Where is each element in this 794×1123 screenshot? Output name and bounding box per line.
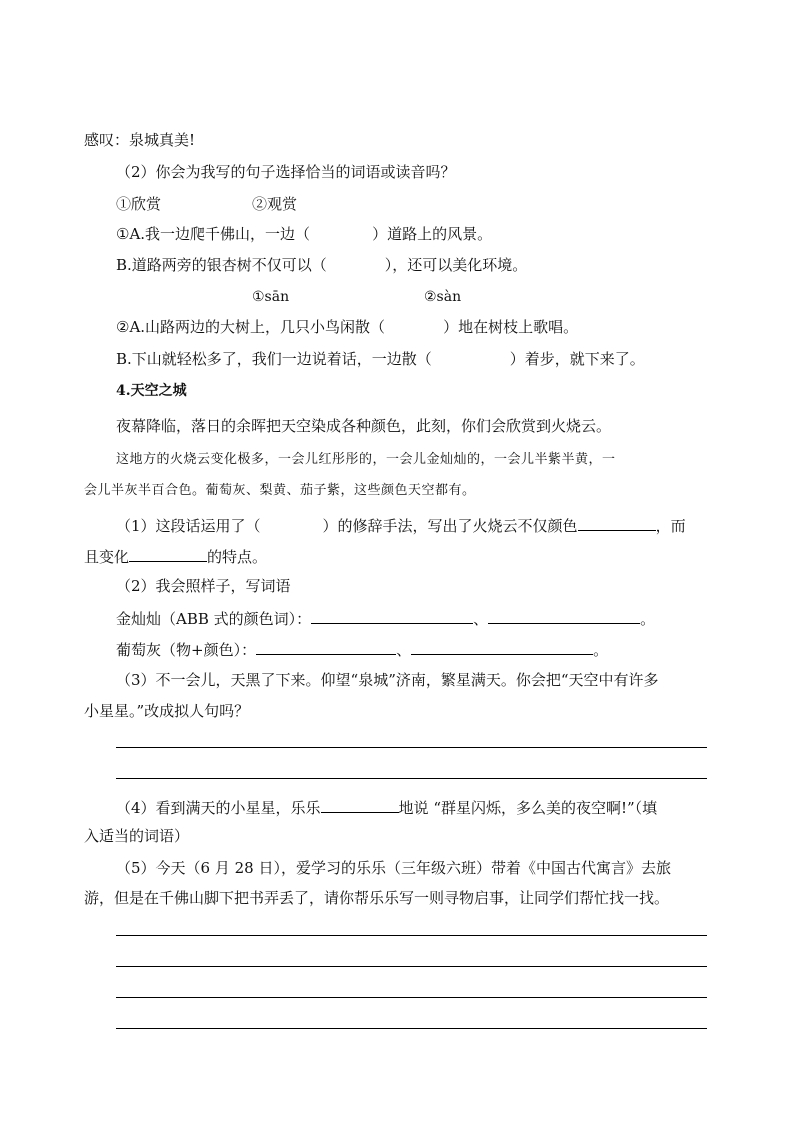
q1-middle: ）的修辞手法，写出了火烧云不仅颜色	[322, 517, 578, 535]
intro-line: 感叹：泉城真美!	[84, 131, 196, 149]
question-2b-title: （2）我会照样子，写词语	[116, 577, 291, 595]
word-row-2-end: 。	[593, 641, 609, 659]
question-3-line-1: （3）不一会儿，天黑了下来。仰望“泉城”济南，繁星满天。你会把“天空中有许多	[116, 671, 659, 689]
question-3-line-2: 小星星。”改成拟人句吗？	[84, 702, 250, 720]
question-5-line-2: 游，但是在千佛山脚下把书弄丢了，请你帮乐乐写一则寻物启事，让同学们帮忙找一找。	[84, 889, 670, 907]
sentence-2b-suffix: ）着步，就下来了。	[509, 350, 645, 368]
q1-end: ，而	[655, 517, 686, 535]
q4-prefix: （4）看到满天的小星星，乐乐	[116, 799, 321, 817]
pinyin-option-1: ①sān	[252, 289, 290, 305]
passage-quote-line-2: 会儿半灰半百合色。葡萄灰、梨黄、茄子紫，这些颜色天空都有。	[84, 483, 476, 498]
word-row-1-end: 。	[640, 610, 656, 628]
q1-blank-change[interactable]	[129, 545, 207, 562]
passage-line-1: 夜幕降临，落日的余晖把天空染成各种颜色，此刻，你们会欣赏到火烧云。	[116, 417, 612, 435]
sentence-2a-suffix: ）地在树枝上歌唱。	[443, 318, 579, 336]
option-2: ②观赏	[252, 195, 298, 213]
q2-title: （2）你会为我写的句子选择恰当的词语或读音吗？	[116, 163, 456, 181]
answer-line-q5-4[interactable]	[116, 1028, 707, 1029]
answer-line-q5-1[interactable]	[116, 935, 707, 936]
answer-line-q3-2[interactable]	[116, 778, 707, 779]
question-4-line-1	[116, 796, 657, 818]
sentence-1a-suffix: ）道路上的风景。	[372, 225, 493, 243]
sentence-1a	[116, 224, 492, 244]
q1-line2-suffix: 的特点。	[207, 548, 268, 566]
word-row-1-blank-2[interactable]	[488, 607, 640, 624]
word-row-2-blank-1[interactable]	[256, 638, 396, 655]
q4-blank[interactable]	[321, 796, 399, 813]
sentence-2a	[116, 317, 578, 337]
word-row-2-blank-2[interactable]	[411, 638, 593, 655]
question-1-line-1	[116, 514, 686, 536]
q1-prefix: （1）这段话运用了（	[116, 517, 261, 535]
word-row-1-separator: 、	[473, 610, 489, 628]
sentence-1b	[116, 255, 527, 275]
sentence-2a-prefix: ②A.山路两边的大树上，几只小鸟闲散（	[116, 318, 386, 336]
answer-line-q5-3[interactable]	[116, 997, 707, 998]
sentence-2b	[116, 349, 645, 369]
q4-suffix: 地说 “群星闪烁，多么美的夜空啊!”（填	[398, 799, 658, 817]
word-row-1	[116, 607, 655, 629]
sentence-1a-prefix: ①A.我一边爬千佛山，一边（	[116, 225, 311, 243]
word-row-2-separator: 、	[396, 641, 412, 659]
word-row-1-blank-1[interactable]	[311, 607, 473, 624]
sentence-2b-prefix: B.下山就轻松多了，我们一边说着话，一边散（	[116, 350, 432, 368]
option-1: ①欣赏	[116, 195, 162, 213]
question-5-line-1: （5）今天（6 月 28 日），爱学习的乐乐（三年级六班）带着《中国古代寓言》去旅	[116, 859, 671, 877]
answer-line-q5-2[interactable]	[116, 966, 707, 967]
word-row-2	[116, 638, 608, 660]
sentence-1b-suffix: ），还可以美化环境。	[384, 256, 528, 274]
q1-line2-prefix: 且变化	[84, 548, 130, 566]
question-4-line-2: 入适当的词语）	[84, 827, 190, 845]
q1-blank-color[interactable]	[578, 514, 656, 531]
question-1-line-2	[84, 545, 267, 567]
sentence-1b-prefix: B.道路两旁的银杏树不仅可以（	[116, 256, 327, 274]
passage-quote-line-1: 这地方的火烧云变化极多，一会儿红彤彤的，一会儿金灿灿的，一会儿半紫半黄，一	[116, 452, 616, 467]
section-4-heading: 4.天空之城	[116, 383, 187, 399]
pinyin-option-2: ②sàn	[424, 289, 462, 305]
word-row-2-label: 葡萄灰（物+颜色）：	[116, 641, 257, 659]
word-row-1-label: 金灿灿（ABB 式的颜色词）：	[116, 610, 312, 628]
answer-line-q3-1[interactable]	[116, 747, 707, 748]
